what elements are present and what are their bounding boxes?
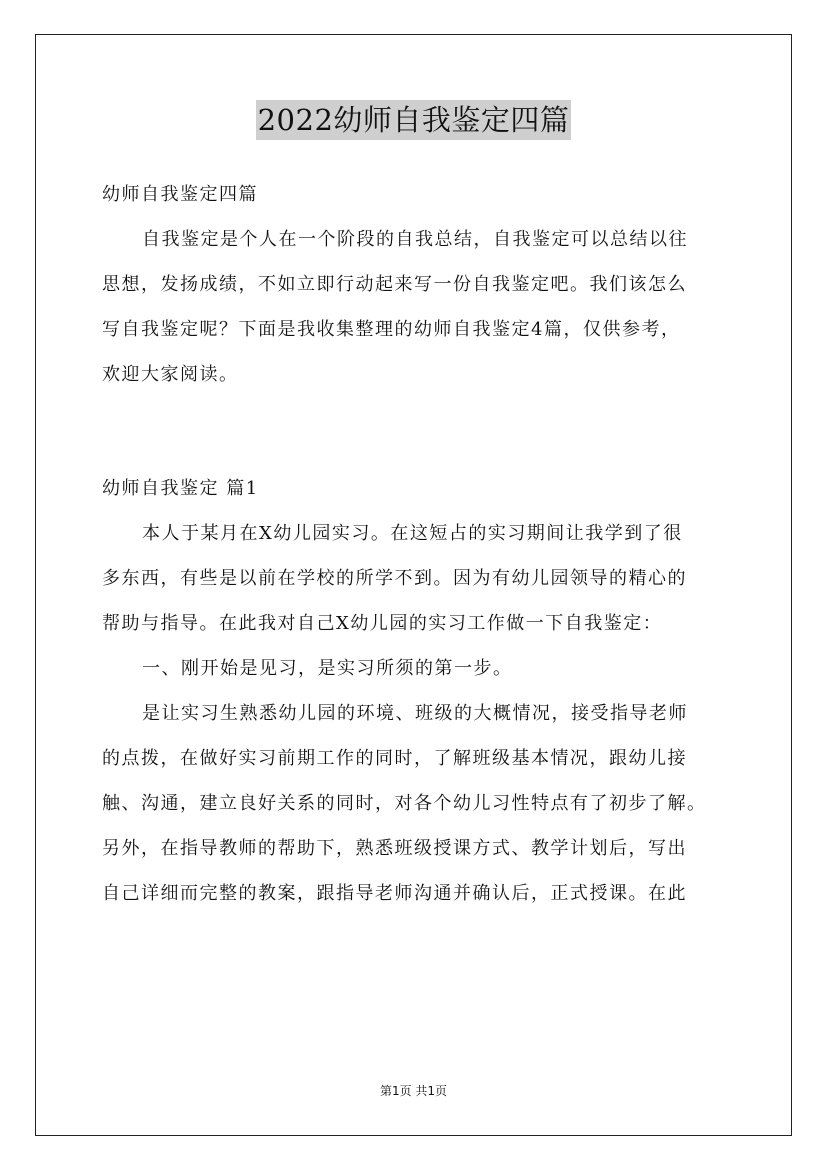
section-paragraph-line: 自己详细而完整的教案，跟指导老师沟通并确认后，正式授课。在此	[102, 883, 687, 904]
section-paragraph-line: 另外，在指导教师的帮助下，熟悉班级授课方式、教学计划后，写出	[102, 838, 687, 859]
section-paragraph-line: 多东西，有些是以前在学校的所学不到。因为有幼儿园领导的精心的	[102, 568, 687, 589]
document-subtitle: 幼师自我鉴定四篇	[102, 184, 258, 205]
document-body	[102, 172, 732, 916]
document-title	[0, 100, 827, 140]
section-paragraph-line: 一、刚开始是见习，是实习所须的第一步。	[142, 658, 513, 679]
intro-paragraph-line: 自我鉴定是个人在一个阶段的自我总结，自我鉴定可以总结以往	[142, 229, 688, 250]
section-paragraph-line: 是让实习生熟悉幼儿园的环境、班级的大概情况，接受指导老师	[142, 703, 688, 724]
section-paragraph-line: 触、沟通，建立良好关系的同时，对各个幼儿习性特点有了初步了解。	[102, 793, 707, 814]
section-paragraph-line: 帮助与指导。在此我对自己X幼儿园的实习工作做一下自我鉴定：	[102, 613, 663, 634]
intro-paragraph-line: 欢迎大家阅读。	[102, 364, 239, 385]
page-footer: 第1页 共1页	[379, 1084, 448, 1098]
section-heading: 幼师自我鉴定 篇1	[102, 478, 259, 499]
section-paragraph-line: 的点拨，在做好实习前期工作的同时，了解班级基本情况，跟幼儿接	[102, 748, 687, 769]
intro-paragraph-line: 思想，发扬成绩，不如立即行动起来写一份自我鉴定吧。我们该怎么	[102, 274, 687, 295]
section-gap	[102, 397, 732, 466]
intro-paragraph-line: 写自我鉴定呢？下面是我收集整理的幼师自我鉴定4篇，仅供参考，	[102, 319, 681, 340]
document-title-text: 2022幼师自我鉴定四篇	[256, 100, 572, 140]
section-paragraph-line: 本人于某月在X幼儿园实习。在这短占的实习期间让我学到了很	[142, 523, 683, 544]
